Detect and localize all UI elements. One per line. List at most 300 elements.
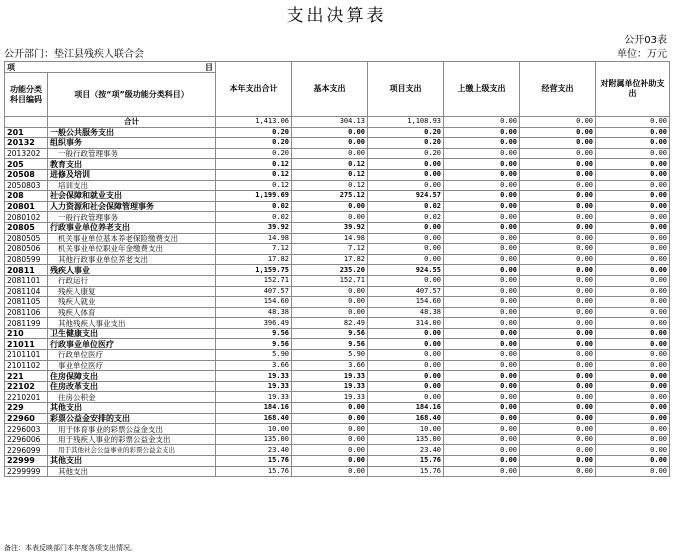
row-value: 0.00: [368, 180, 444, 191]
row-value: 0.00: [596, 413, 670, 424]
row-value: 0.02: [216, 212, 292, 223]
table-row: [5, 381, 670, 392]
row-value: 0.00: [596, 275, 670, 286]
row-value: 0.00: [368, 222, 444, 233]
row-value: 0.00: [444, 254, 520, 265]
row-code: 2101101: [5, 350, 48, 361]
header-total: 本年支出合计: [216, 62, 292, 117]
row-name: 其他支出: [48, 456, 216, 467]
row-value: 0.00: [520, 138, 596, 149]
row-value: 0.00: [596, 466, 670, 477]
row-value: 0.00: [520, 286, 596, 297]
row-value: 0.00: [520, 328, 596, 339]
row-value: 15.76: [368, 466, 444, 477]
row-value: 0.00: [596, 191, 670, 202]
row-value: 0.00: [444, 307, 520, 318]
table-row: [5, 191, 670, 202]
row-value: 0.00: [596, 403, 670, 414]
row-value: 0.00: [520, 339, 596, 350]
table-row: [5, 180, 670, 191]
row-value: 3.66: [216, 360, 292, 371]
row-code: 2013202: [5, 148, 48, 159]
row-code: 20508: [5, 169, 48, 180]
row-name: 培训支出: [48, 180, 216, 191]
table-row: [5, 424, 670, 435]
row-value: 0.20: [216, 138, 292, 149]
row-name: 卫生健康支出: [48, 328, 216, 339]
row-value: 0.00: [596, 138, 670, 149]
row-value: 0.00: [292, 445, 368, 456]
row-name: 其他行政事业单位养老支出: [48, 254, 216, 265]
row-value: 0.00: [596, 328, 670, 339]
header-item-right: 目: [48, 62, 216, 73]
row-value: 3.66: [292, 360, 368, 371]
row-value: 0.00: [520, 297, 596, 308]
row-value: 0.00: [444, 127, 520, 138]
row-value: 0.00: [444, 456, 520, 467]
table-row: [5, 456, 670, 467]
table-row: [5, 318, 670, 329]
page-title: 支出决算表: [286, 6, 387, 26]
row-name: 事业单位医疗: [48, 360, 216, 371]
row-value: 0.00: [596, 265, 670, 276]
row-value: 19.33: [216, 392, 292, 403]
row-code: 210: [5, 328, 48, 339]
row-value: 0.00: [444, 159, 520, 170]
row-value: 407.57: [216, 286, 292, 297]
row-value: 0.00: [292, 201, 368, 212]
row-value: 0.00: [292, 413, 368, 424]
row-name: 用于体育事业的彩票公益金支出: [48, 424, 216, 435]
row-value: 0.00: [292, 127, 368, 138]
row-code: 2081104: [5, 286, 48, 297]
row-value: 0.00: [444, 392, 520, 403]
row-value: 0.12: [216, 169, 292, 180]
row-name: 合计: [48, 117, 216, 128]
row-value: 0.00: [520, 413, 596, 424]
row-value: 0.00: [292, 297, 368, 308]
row-value: 0.00: [596, 307, 670, 318]
row-value: 0.00: [596, 434, 670, 445]
table-row: [5, 222, 670, 233]
row-code: 2080506: [5, 244, 48, 255]
table-row: [5, 371, 670, 382]
row-name: 社会保障和就业支出: [48, 191, 216, 202]
form-number: 公开03表: [624, 35, 667, 46]
row-value: 23.40: [216, 445, 292, 456]
row-value: 0.00: [444, 445, 520, 456]
row-value: 152.71: [292, 275, 368, 286]
row-name: 机关事业单位职业年金缴费支出: [48, 244, 216, 255]
row-value: 0.00: [368, 360, 444, 371]
row-name: 进修及培训: [48, 169, 216, 180]
row-code: 221: [5, 371, 48, 382]
row-value: 0.12: [216, 159, 292, 170]
row-value: 0.00: [596, 297, 670, 308]
row-value: 19.33: [292, 392, 368, 403]
footnote: 备注：本表反映部门本年度各项支出情况。: [4, 544, 137, 552]
row-value: 0.12: [292, 159, 368, 170]
row-code: 22960: [5, 413, 48, 424]
row-value: 0.00: [520, 371, 596, 382]
department-label: 公开部门：垫江县残疾人联合会: [4, 49, 144, 60]
row-value: 135.00: [368, 434, 444, 445]
row-code: 2081199: [5, 318, 48, 329]
row-value: 0.00: [444, 413, 520, 424]
row-code: 20811: [5, 265, 48, 276]
row-value: 0.00: [520, 180, 596, 191]
row-value: 0.00: [520, 392, 596, 403]
row-value: 0.00: [596, 360, 670, 371]
row-value: 396.49: [216, 318, 292, 329]
header-name: 项目（按“项”级功能分类科目）: [48, 73, 216, 117]
row-value: 0.00: [520, 466, 596, 477]
row-value: 1,108.93: [368, 117, 444, 128]
row-code: 229: [5, 403, 48, 414]
row-value: 15.76: [216, 466, 292, 477]
table-row: [5, 307, 670, 318]
table-row: [5, 403, 670, 414]
row-value: 0.00: [444, 424, 520, 435]
row-name: 残疾人康复: [48, 286, 216, 297]
row-value: 0.00: [444, 265, 520, 276]
row-value: 0.00: [444, 148, 520, 159]
row-value: 0.00: [596, 254, 670, 265]
row-code: 2080102: [5, 212, 48, 223]
row-value: 184.16: [368, 403, 444, 414]
header-business: 经营支出: [520, 62, 596, 117]
row-name: 其他残疾人事业支出: [48, 318, 216, 329]
row-name: 残疾人就业: [48, 297, 216, 308]
row-value: 0.00: [368, 169, 444, 180]
table-row: [5, 148, 670, 159]
row-value: 0.02: [368, 212, 444, 223]
row-value: 0.00: [368, 275, 444, 286]
row-value: 7.12: [292, 244, 368, 255]
row-value: 0.00: [596, 212, 670, 223]
row-value: 0.00: [520, 403, 596, 414]
row-name: 行政事业单位医疗: [48, 339, 216, 350]
row-code: 201: [5, 127, 48, 138]
row-code: 2080505: [5, 233, 48, 244]
row-value: 19.33: [292, 371, 368, 382]
row-value: 924.57: [368, 191, 444, 202]
row-value: 9.56: [216, 328, 292, 339]
row-value: 0.00: [596, 392, 670, 403]
row-value: 39.92: [216, 222, 292, 233]
table-row: [5, 244, 670, 255]
row-name: 用于残疾人事业的彩票公益金支出: [48, 434, 216, 445]
row-code: 2296003: [5, 424, 48, 435]
row-value: 0.20: [368, 127, 444, 138]
row-name: 一般行政管理事务: [48, 148, 216, 159]
table-row: [5, 275, 670, 286]
row-value: 0.00: [520, 127, 596, 138]
row-value: 0.00: [444, 318, 520, 329]
table-row: [5, 360, 670, 371]
row-name: 住房公积金: [48, 392, 216, 403]
row-value: 235.20: [292, 265, 368, 276]
row-name: 残疾人体育: [48, 307, 216, 318]
row-value: 0.00: [596, 148, 670, 159]
row-value: 304.13: [292, 117, 368, 128]
row-code: 2296006: [5, 434, 48, 445]
row-value: 0.00: [520, 201, 596, 212]
row-code: 2101102: [5, 360, 48, 371]
row-code: 20805: [5, 222, 48, 233]
row-value: 0.00: [596, 159, 670, 170]
row-name: 一般公共服务支出: [48, 127, 216, 138]
row-value: 9.56: [292, 339, 368, 350]
row-name: 一般行政管理事务: [48, 212, 216, 223]
row-value: 0.00: [292, 466, 368, 477]
row-value: 275.12: [292, 191, 368, 202]
row-value: 0.00: [596, 233, 670, 244]
header-basic: 基本支出: [292, 62, 368, 117]
row-value: 154.60: [368, 297, 444, 308]
row-value: 0.00: [520, 169, 596, 180]
row-value: 82.49: [292, 318, 368, 329]
row-value: 0.00: [520, 212, 596, 223]
row-value: 0.20: [368, 148, 444, 159]
table-row: [5, 350, 670, 361]
row-value: 0.20: [216, 127, 292, 138]
row-value: 0.00: [444, 117, 520, 128]
row-value: 0.20: [216, 148, 292, 159]
row-value: 0.00: [596, 318, 670, 329]
row-value: 0.00: [444, 381, 520, 392]
row-value: 152.71: [216, 275, 292, 286]
row-value: 154.60: [216, 297, 292, 308]
row-value: 0.00: [444, 371, 520, 382]
row-value: 10.00: [216, 424, 292, 435]
row-value: 39.92: [292, 222, 368, 233]
row-value: 0.00: [292, 286, 368, 297]
row-value: 1,413.06: [216, 117, 292, 128]
row-value: 0.00: [368, 371, 444, 382]
table-row: [5, 445, 670, 456]
row-value: 15.76: [216, 456, 292, 467]
table-row: [5, 169, 670, 180]
row-value: 0.00: [520, 233, 596, 244]
table-row: [5, 212, 670, 223]
row-value: 0.00: [520, 222, 596, 233]
row-value: 0.00: [444, 180, 520, 191]
row-value: 0.02: [368, 201, 444, 212]
table-row: [5, 201, 670, 212]
header-project: 项目支出: [368, 62, 444, 117]
row-value: 5.90: [292, 350, 368, 361]
table-row: [5, 297, 670, 308]
row-name: 人力资源和社会保障管理事务: [48, 201, 216, 212]
table-row: [5, 233, 670, 244]
row-value: 15.76: [368, 456, 444, 467]
row-value: 0.12: [216, 180, 292, 191]
row-name: 用于其他社会公益事业的彩票公益金支出: [48, 445, 216, 456]
row-code: 2081101: [5, 275, 48, 286]
row-value: 0.00: [368, 339, 444, 350]
row-value: 10.00: [368, 424, 444, 435]
row-code: 2210201: [5, 392, 48, 403]
header-subsidy: 对附属单位补助支出: [596, 62, 670, 117]
table-row: [5, 413, 670, 424]
row-value: 0.00: [596, 201, 670, 212]
row-value: 0.00: [596, 350, 670, 361]
row-name: 住房保障支出: [48, 371, 216, 382]
row-value: 0.00: [444, 275, 520, 286]
row-value: 0.00: [520, 148, 596, 159]
table-row: [5, 254, 670, 265]
row-value: 0.00: [596, 339, 670, 350]
row-value: 0.00: [444, 138, 520, 149]
row-value: 0.00: [444, 286, 520, 297]
row-value: 0.00: [596, 117, 670, 128]
row-value: 184.16: [216, 403, 292, 414]
row-value: 0.00: [444, 191, 520, 202]
row-code: 20132: [5, 138, 48, 149]
row-code: 205: [5, 159, 48, 170]
row-value: 23.40: [368, 445, 444, 456]
row-value: 0.00: [368, 328, 444, 339]
row-value: 0.00: [520, 265, 596, 276]
row-value: 0.00: [368, 244, 444, 255]
row-value: 0.00: [520, 275, 596, 286]
row-code: 22999: [5, 456, 48, 467]
row-value: 0.00: [444, 434, 520, 445]
row-value: 48.38: [216, 307, 292, 318]
row-value: 0.00: [520, 159, 596, 170]
row-value: 924.55: [368, 265, 444, 276]
row-value: 17.82: [216, 254, 292, 265]
row-value: 0.00: [444, 350, 520, 361]
row-value: 1,159.75: [216, 265, 292, 276]
row-code: 208: [5, 191, 48, 202]
row-name: 残疾人事业: [48, 265, 216, 276]
row-value: 0.00: [520, 424, 596, 435]
row-value: 0.00: [596, 424, 670, 435]
row-value: 0.00: [292, 307, 368, 318]
row-value: 0.00: [596, 371, 670, 382]
row-value: 0.00: [292, 434, 368, 445]
row-value: 407.57: [368, 286, 444, 297]
row-value: 0.00: [596, 180, 670, 191]
row-value: 168.40: [368, 413, 444, 424]
row-value: 0.00: [520, 381, 596, 392]
table-row: [5, 328, 670, 339]
row-value: 0.00: [520, 456, 596, 467]
row-value: 0.02: [216, 201, 292, 212]
row-value: 0.00: [596, 127, 670, 138]
row-code: 2299999: [5, 466, 48, 477]
row-value: 0.00: [520, 244, 596, 255]
row-value: 0.00: [368, 159, 444, 170]
row-value: 0.00: [444, 297, 520, 308]
row-value: 0.00: [444, 466, 520, 477]
expenditure-table: [4, 61, 670, 477]
row-value: 0.00: [520, 360, 596, 371]
row-code: 21011: [5, 339, 48, 350]
row-value: 14.98: [216, 233, 292, 244]
table-row: [5, 159, 670, 170]
row-code: 20801: [5, 201, 48, 212]
table-row: [5, 466, 670, 477]
row-value: 0.12: [292, 169, 368, 180]
row-value: 9.56: [216, 339, 292, 350]
row-value: 0.00: [444, 222, 520, 233]
table-row: [5, 392, 670, 403]
row-value: 0.00: [596, 244, 670, 255]
table-row: [5, 265, 670, 276]
row-value: 0.00: [520, 445, 596, 456]
row-value: 0.20: [368, 138, 444, 149]
row-value: 0.00: [596, 456, 670, 467]
row-value: 0.00: [444, 169, 520, 180]
row-value: 0.00: [292, 148, 368, 159]
row-code: 2081105: [5, 297, 48, 308]
row-value: 17.82: [292, 254, 368, 265]
row-name: 住房改革支出: [48, 381, 216, 392]
header-upper: 上缴上级支出: [444, 62, 520, 117]
row-value: 0.00: [292, 212, 368, 223]
row-value: 19.33: [216, 381, 292, 392]
row-value: 19.33: [292, 381, 368, 392]
row-name: 行政事业单位养老支出: [48, 222, 216, 233]
row-value: 0.00: [368, 254, 444, 265]
row-value: 0.00: [368, 381, 444, 392]
row-value: 0.00: [520, 117, 596, 128]
row-value: 0.00: [444, 201, 520, 212]
row-value: 19.33: [216, 371, 292, 382]
row-value: 0.00: [368, 350, 444, 361]
row-value: 9.56: [292, 328, 368, 339]
row-value: 0.00: [292, 403, 368, 414]
table-row: [5, 286, 670, 297]
row-name: 其他支出: [48, 466, 216, 477]
row-value: 0.12: [292, 180, 368, 191]
table-row: [5, 127, 670, 138]
row-name: 教育支出: [48, 159, 216, 170]
row-value: 0.00: [596, 445, 670, 456]
row-value: 0.00: [444, 233, 520, 244]
row-value: 0.00: [520, 318, 596, 329]
row-value: 1,199.69: [216, 191, 292, 202]
row-name: 行政运行: [48, 275, 216, 286]
row-value: 0.00: [444, 212, 520, 223]
row-value: 0.00: [444, 328, 520, 339]
header-item-left: 项: [5, 62, 48, 73]
row-name: 彩票公益金安排的支出: [48, 413, 216, 424]
row-value: 0.00: [368, 233, 444, 244]
row-value: 0.00: [444, 403, 520, 414]
row-value: 7.12: [216, 244, 292, 255]
row-value: 0.00: [292, 456, 368, 467]
row-value: 0.00: [292, 424, 368, 435]
row-code: 22102: [5, 381, 48, 392]
row-name: 行政单位医疗: [48, 350, 216, 361]
row-value: 5.90: [216, 350, 292, 361]
row-value: 0.00: [596, 286, 670, 297]
row-value: 314.00: [368, 318, 444, 329]
header-code: 功能分类科目编码: [5, 73, 48, 117]
row-value: 0.00: [368, 392, 444, 403]
row-value: 0.00: [520, 434, 596, 445]
row-value: 168.40: [216, 413, 292, 424]
row-code: 2296099: [5, 445, 48, 456]
table-row: [5, 138, 670, 149]
row-value: 0.00: [520, 350, 596, 361]
row-value: 14.98: [292, 233, 368, 244]
row-name: 机关事业单位基本养老保险缴费支出: [48, 233, 216, 244]
